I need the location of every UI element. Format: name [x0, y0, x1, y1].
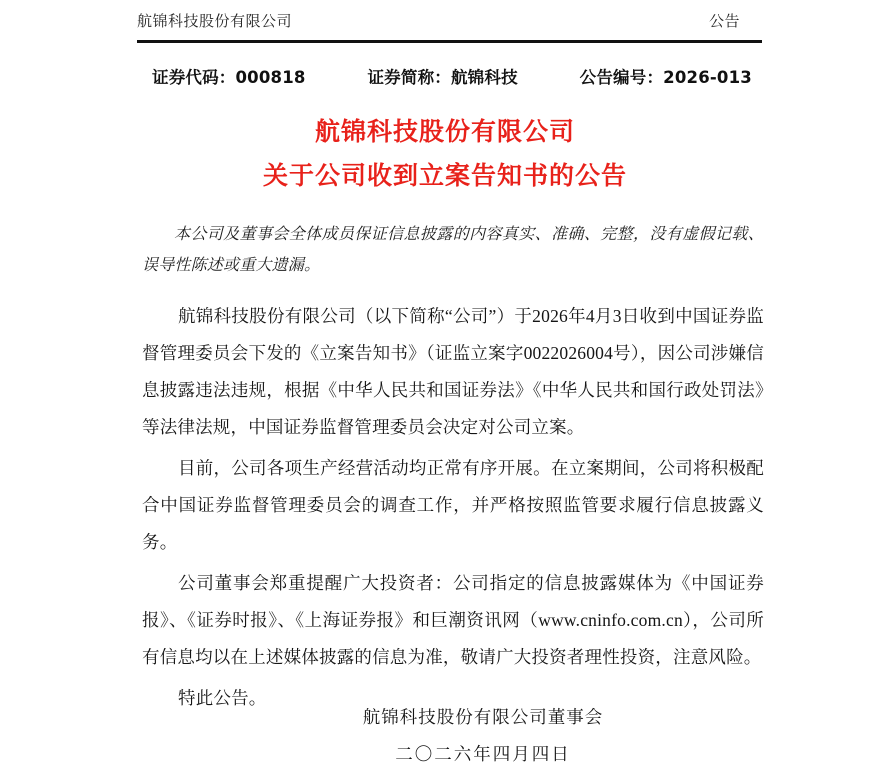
security-short-name: 证券简称：航锦科技 — [367, 68, 518, 87]
body-paragraph-closing: 特此公告。 — [178, 688, 267, 708]
body-paragraph-1: 航锦科技股份有限公司（以下简称“公司”）于2026年4月3日收到中国证券监督管理委员会下发的《立案告知书》（证监立案字0022026004号），因公司涉嫌信息披露违法违规，根据《中华人民共和国证券法》《中华人民共和国行政处罚法》等法律法规，中国证券监督管理委员会决定对公司立案。 — [142, 306, 764, 437]
signature-block — [142, 700, 764, 774]
security-code: 证券代码：000818 — [152, 68, 306, 87]
document-body — [142, 218, 764, 717]
disclaimer-statement: 本公司及董事会全体成员保证信息披露的内容真实、准确、完整，没有虚假记载、误导性陈述或重大遗漏。 — [142, 224, 764, 274]
document-title — [0, 110, 890, 198]
title-line-subject: 关于公司收到立案告知书的公告 — [262, 161, 627, 190]
announcement-number: 公告编号：2026-013 — [579, 68, 752, 87]
body-paragraph-3: 公司董事会郑重提醒广大投资者：公司指定的信息披露媒体为《中国证券报》、《证券时报》、《上海证券报》和巨潮资讯网（www.cninfo.com.cn），公司所有信息均以在上述媒体披露的信息为准，敬请广大投资者理性投资，注意风险。 — [142, 573, 764, 667]
title-line-company: 航锦科技股份有限公司 — [314, 117, 575, 146]
signature-date: 二〇二六年四月四日 — [395, 744, 571, 764]
signature-organization: 航锦科技股份有限公司董事会 — [362, 707, 604, 727]
header-divider — [137, 40, 762, 43]
running-header — [137, 14, 762, 31]
header-company-name: 航锦科技股份有限公司 — [137, 14, 293, 30]
body-paragraph-2: 目前，公司各项生产经营活动均正常有序开展。在立案期间，公司将积极配合中国证券监督管理委员会的调查工作，并严格按照监管要求履行信息披露义务。 — [142, 458, 764, 552]
header-doc-type: 公告 — [708, 14, 740, 30]
security-info-line — [152, 64, 752, 88]
